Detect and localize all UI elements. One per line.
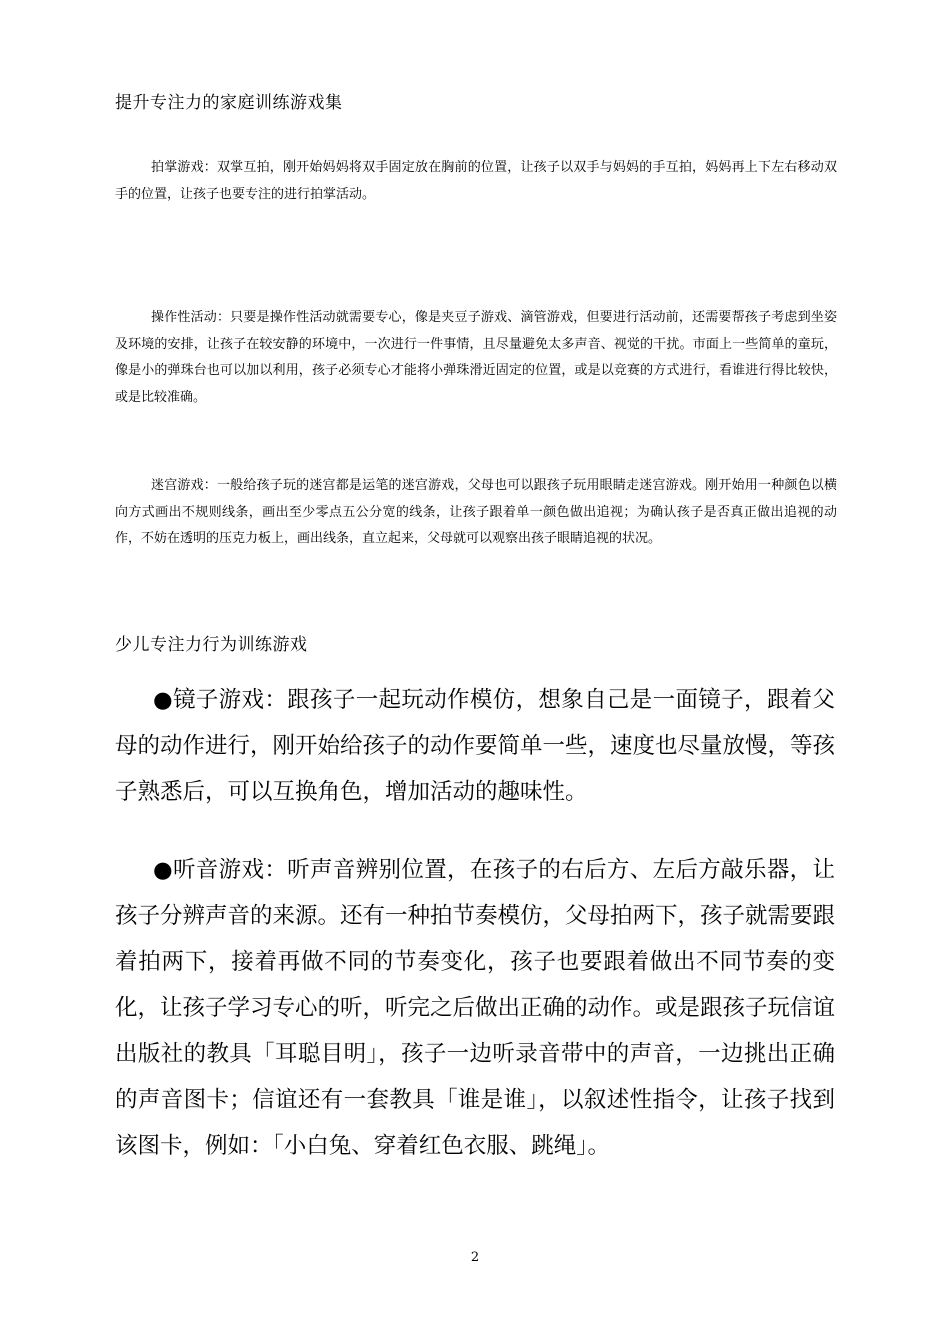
page-number: 2 bbox=[470, 1250, 480, 1265]
section-title-behavior-training-games: 少儿专注力行为训练游戏 bbox=[115, 635, 308, 655]
paragraph-operational-activity: 操作性活动：只要是操作性活动就需要专心，像是夹豆子游戏、滴管游戏，但要进行活动前，还需要帮孩子考虑到坐姿及环境的安排，让孩子在较安静的环境中，一次进行一件事情，且尽量避免太多声音、视觉的干扰。市面上一些简单的童玩，像是小的弹珠台也可以加以利用，孩子必须专心才能将小弹珠滑近固定的位置，或是以竞赛的方式进行，看谁进行得比较快，或是比较准确。 bbox=[115, 310, 837, 405]
paragraph-clapping-game: 拍掌游戏：双掌互拍，刚开始妈妈将双手固定放在胸前的位置，让孩子以双手与妈妈的手互拍，妈妈再上下左右移动双手的位置，让孩子也要专注的进行拍掌活动。 bbox=[115, 160, 837, 202]
paragraph-listening-game: ●听音游戏：听声音辨别位置，在孩子的右后方、左后方敲乐器，让孩子分辨声音的来源。还有一种拍节奏模仿，父母拍两下，孩子就需要跟着拍两下，接着再做不同的节奏变化，孩子也要跟着做出不同节奏的变化，让孩子学习专心的听，听完之后做出正确的动作。或是跟孩子玩信谊出版社的教具「耳聪目明」，孩子一边听录音带中的声音，一边挑出正确的声音图卡；信谊还有一套教具「谁是谁」，以叙述性指令，让孩子找到该图卡，例如：「小白兔、穿着红色衣服、跳绳」。 bbox=[115, 857, 836, 1159]
paragraph-maze-game: 迷宫游戏：一般给孩子玩的迷宫都是运笔的迷宫游戏，父母也可以跟孩子玩用眼睛走迷宫游戏。刚开始用一种颜色以横向方式画出不规则线条，画出至少零点五公分宽的线条，让孩子跟着单一颜色做出追视；为确认孩子是否真正做出追视的动作，不妨在透明的压克力板上，画出线条，直立起来，父母就可以观察出孩子眼睛追视的状况。 bbox=[115, 478, 837, 546]
section-title-home-training-games: 提升专注力的家庭训练游戏集 bbox=[115, 93, 343, 113]
paragraph-mirror-game: ●镜子游戏：跟孩子一起玩动作模仿，想象自己是一面镜子，跟着父母的动作进行，刚开始给孩子的动作要简单一些，速度也尽量放慢，等孩子熟悉后，可以互换角色，增加活动的趣味性。 bbox=[115, 687, 836, 805]
